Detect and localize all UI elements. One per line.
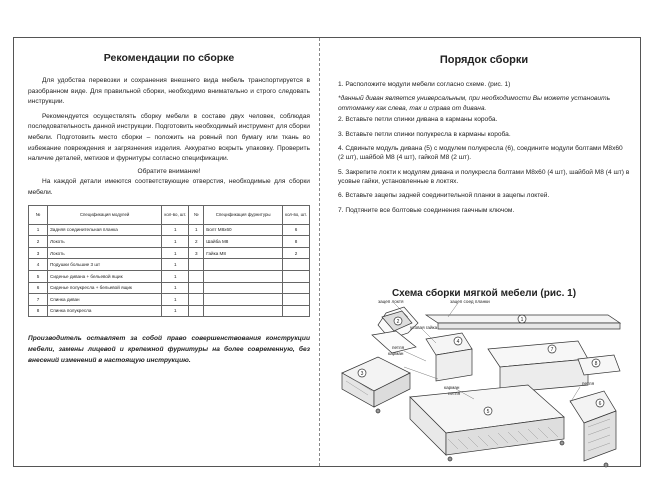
th-hardware: Спецификация фурнитуры <box>204 205 283 224</box>
table-row: 7 Спинка диван 1 <box>29 294 310 306</box>
manufacturer-note: Производитель оставляет за собой право совершенствования конструкции мебели, замены лицевой и крепежной фурнитуры на более современную, без внесений изменений в настоящую инструкцию. <box>28 335 310 365</box>
right-title: Порядок сборки <box>439 54 529 66</box>
step-note: *данный диван является универсальным, при необходимости Вы можете установить оттоманку как слева, так и справа от дивана. <box>338 95 611 112</box>
step-1: 1. Расположите модули мебели согласно схеме. (рис. 1) <box>338 81 511 88</box>
step-3: 3. Вставьте петли спинки полукресла в карманы короба. <box>338 130 511 138</box>
th-qty2: кол-во, шт. <box>283 205 310 224</box>
num-5: 5 <box>486 409 490 415</box>
page-divider <box>319 38 320 466</box>
step-6: 6. Вставьте зацепы задней соединительной планки в зацепы локтей. <box>338 192 550 200</box>
paragraph-transport: Для удобства перевозки и сохранения внешнего вида мебель транспортируется в разобранном виде. Для правильной сборки, необходимо внимательно и строго следовать инструкции. <box>28 77 310 106</box>
scheme-title: Схема сборки мягкой мебели (рис. 1) <box>391 288 577 299</box>
paragraph-holes: На каждой детали имеются соответствующие отверстия, необходимые для сборки мебели. <box>28 178 310 196</box>
label-petlya3: петля <box>582 381 595 386</box>
label-petlya2: петля <box>448 391 461 396</box>
label-karman2: карман <box>444 385 460 390</box>
label-zatsep-loktya: зацеп локтя <box>378 299 404 304</box>
num-4: 4 <box>456 339 460 345</box>
label-usovaya: усовая гайка <box>410 325 438 330</box>
num-8: 8 <box>594 361 598 367</box>
table-row: 1 Задняя соединительная планка 1 1 Болт М8х60 6 <box>29 224 310 236</box>
table-row: 4 Подушки большие 3 шт 1 <box>29 259 310 271</box>
table-row: 3 Локоть 1 3 Гайка М8 2 <box>29 247 310 259</box>
num-3: 3 <box>360 371 364 377</box>
instruction-sheet <box>13 37 641 467</box>
assembly-steps <box>338 80 630 215</box>
assembly-diagram <box>338 284 630 474</box>
sofa-scheme-svg <box>338 299 630 475</box>
num-2: 2 <box>396 319 400 325</box>
th-qty: кол-во, шт. <box>162 205 189 224</box>
step-5: 5. Закрепите локти к модулям дивана и полукресла болтами М8х60 (4 шт), шайбой М8 (4 шт) в усовые гайки, установленные в локтях. <box>338 168 630 186</box>
paragraph-recommend: Рекомендуется осуществлять сборку мебели в составе двух человек, соблюдая последовательность данной инструкции. Подготовить необходимый инструмент для сборки мебели. Подготовить место сборки – положить на ровный пол бумагу или ткань во избежание повреждения и загрязнения изделия. Аккуратно вскрыть упаковку. Проверить наличие деталей, метизов и фурнитуры согласно спецификации. <box>28 112 310 163</box>
num-6: 6 <box>598 401 602 407</box>
num-7: 7 <box>550 347 554 353</box>
step-2: 2. Вставьте петли спинки дивана в карманы короба. <box>338 116 498 124</box>
left-page <box>28 48 310 366</box>
left-title: Рекомендации по сборке <box>103 52 235 64</box>
table-row: 6 Сиденье полукресла + бельевой ящик 1 <box>29 282 310 294</box>
th-num: № <box>29 205 48 224</box>
step-4: 4. Сдвиньте модуль дивана (5) с модулем полукресла (6), соедините модули болтами М8х60 (2 шт), шайбой М8 (4 шт), гайкой М8 (2 шт). <box>338 144 623 162</box>
right-page <box>338 48 630 415</box>
label-zatsep-soed: зацеп соед планки <box>450 299 490 304</box>
label-petlya: петля <box>392 345 405 350</box>
attention-heading: Обратите внимание! <box>137 167 201 175</box>
num-1: 1 <box>520 317 524 323</box>
table-row: 2 Локоть 1 2 Шайба М8 8 <box>29 236 310 248</box>
th-modules: Спецификация модулей <box>48 205 162 224</box>
label-karman: карман <box>388 351 404 356</box>
table-row: 8 Спинка полукресла 1 <box>29 305 310 317</box>
th-num2: № <box>189 205 204 224</box>
spec-table <box>28 205 310 318</box>
table-row: 5 Сиденье дивана + бельевой ящик 1 <box>29 270 310 282</box>
step-7: 7. Подтяните все болтовые соединения гаечным ключом. <box>338 206 515 214</box>
